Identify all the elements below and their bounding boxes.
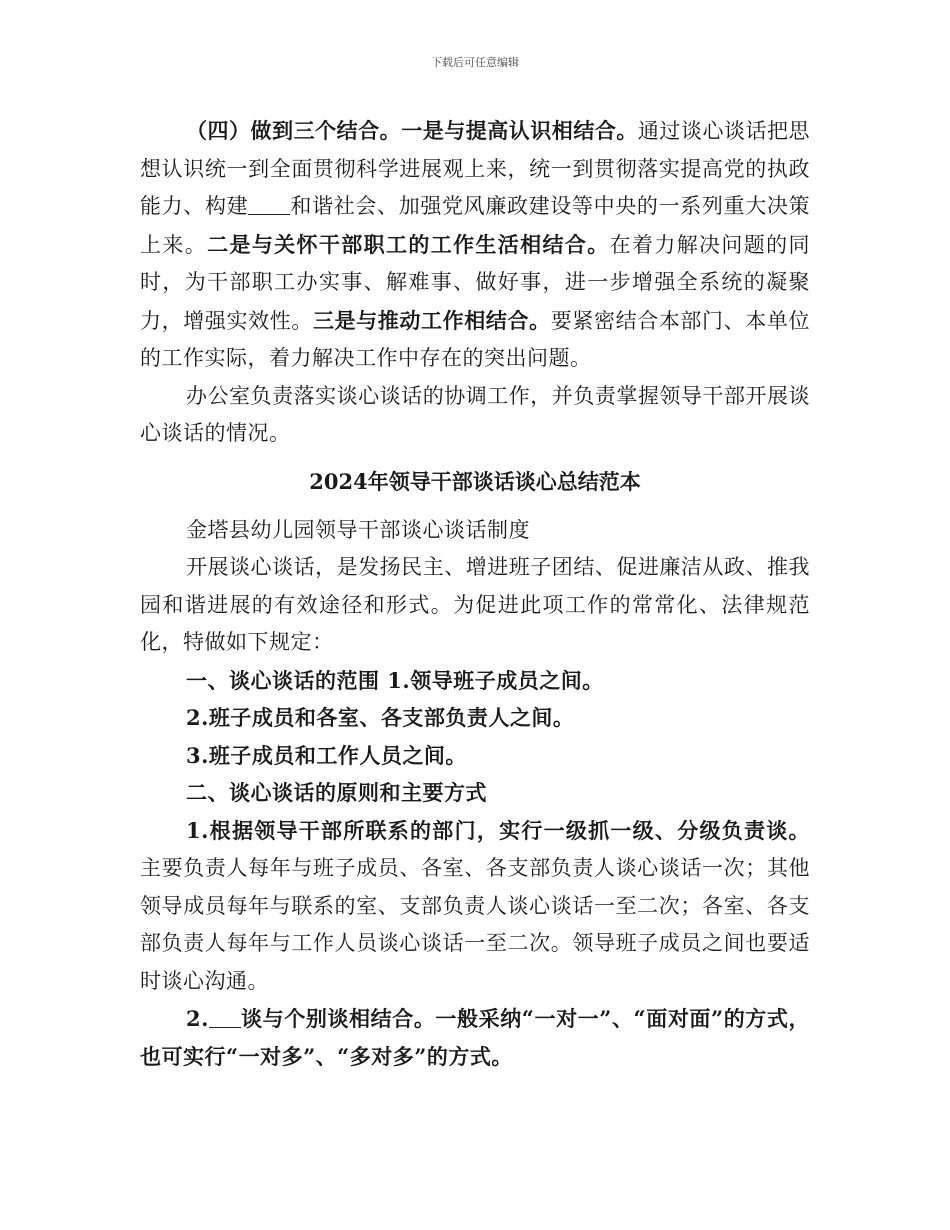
paragraph-principle-1 [140,812,810,1001]
list-item-2: 2.班子成员和各室、各支部负责人之间。 [186,705,575,730]
principle-1-heading: 1.根据领导干部所联系的部门，实行一级抓一级、分级负责谈。 [186,817,810,843]
document-title: 2024年领导干部谈话谈心总结范本 [309,468,641,494]
list-item-3: 3.班子成员和工作人员之间。 [186,742,467,768]
document-body [140,112,810,1075]
list-item-principles-heading: 二、谈心谈话的原则和主要方式 [186,780,487,805]
page-header-note: 下载后可任意编辑 [431,56,519,69]
paragraph-intro: 开展谈心谈话，是发扬民主、增进班子团结、促进廉洁从政、推我园和谐进展的有效途径和形式。为促进此项工作的常常化、法律规范化，特做如下规定： [140,555,810,654]
point-one-heading: 一是与提高认识相结合。 [401,118,638,143]
principle-1-text: 主要负责人每年与班子成员、各室、各支部负责人谈心谈话一次；其他领导成员每年与联系的室、支部负责人谈心谈话一至二次；各室、各支部负责人每年与工作人员谈心谈话一至二次。领导班子成员之间也要适时谈心沟通。 [140,856,810,993]
list-item-scope: 一、谈心谈话的范围 1.领导班子成员之间。 [186,667,604,693]
principle-2-text: 谈与个别谈相结合。一般采纳“一对一”、“面对面”的方式，也可实行“一对多”、“多对多”的方式。 [140,1006,810,1069]
document-subtitle: 金塔县幼儿园领导干部谈心谈话制度 [186,517,530,542]
paragraph-lead: （四）做到三个结合。 [186,118,402,143]
principle-2-number: 2. [186,1006,209,1031]
point-three-text: 要紧密结合本部门、本单位的工作实际，着力解决工作中存在的突出问题。 [140,308,811,370]
point-one-text-cont: 和谐社会、加强党风廉政建设等中央的一系列重大决策上来。 [140,194,811,257]
point-two-heading: 二是与关怀干部职工的工作生活相结合。 [207,231,610,257]
point-three-heading: 三是与推动工作相结合。 [312,307,551,333]
paragraph-principle-2 [140,1000,810,1075]
blank-line [209,1009,241,1028]
blank-line [248,196,290,215]
paragraph-three-combinations [140,112,810,378]
point-one-text: 通过谈心谈话把思想认识统一到全面贯彻科学进展观上来，统一到贯彻落实提高党的执政能力、构建 [140,119,811,218]
paragraph-office-duty: 办公室负责落实谈心谈话的协调工作，并负责掌握领导干部开展谈心谈话的情况。 [140,383,810,445]
point-two-text: 在着力解决问题的同时，为干部职工办实事、解难事、做好事，进一步增强全系统的凝聚力，增强实效性。 [140,232,811,333]
